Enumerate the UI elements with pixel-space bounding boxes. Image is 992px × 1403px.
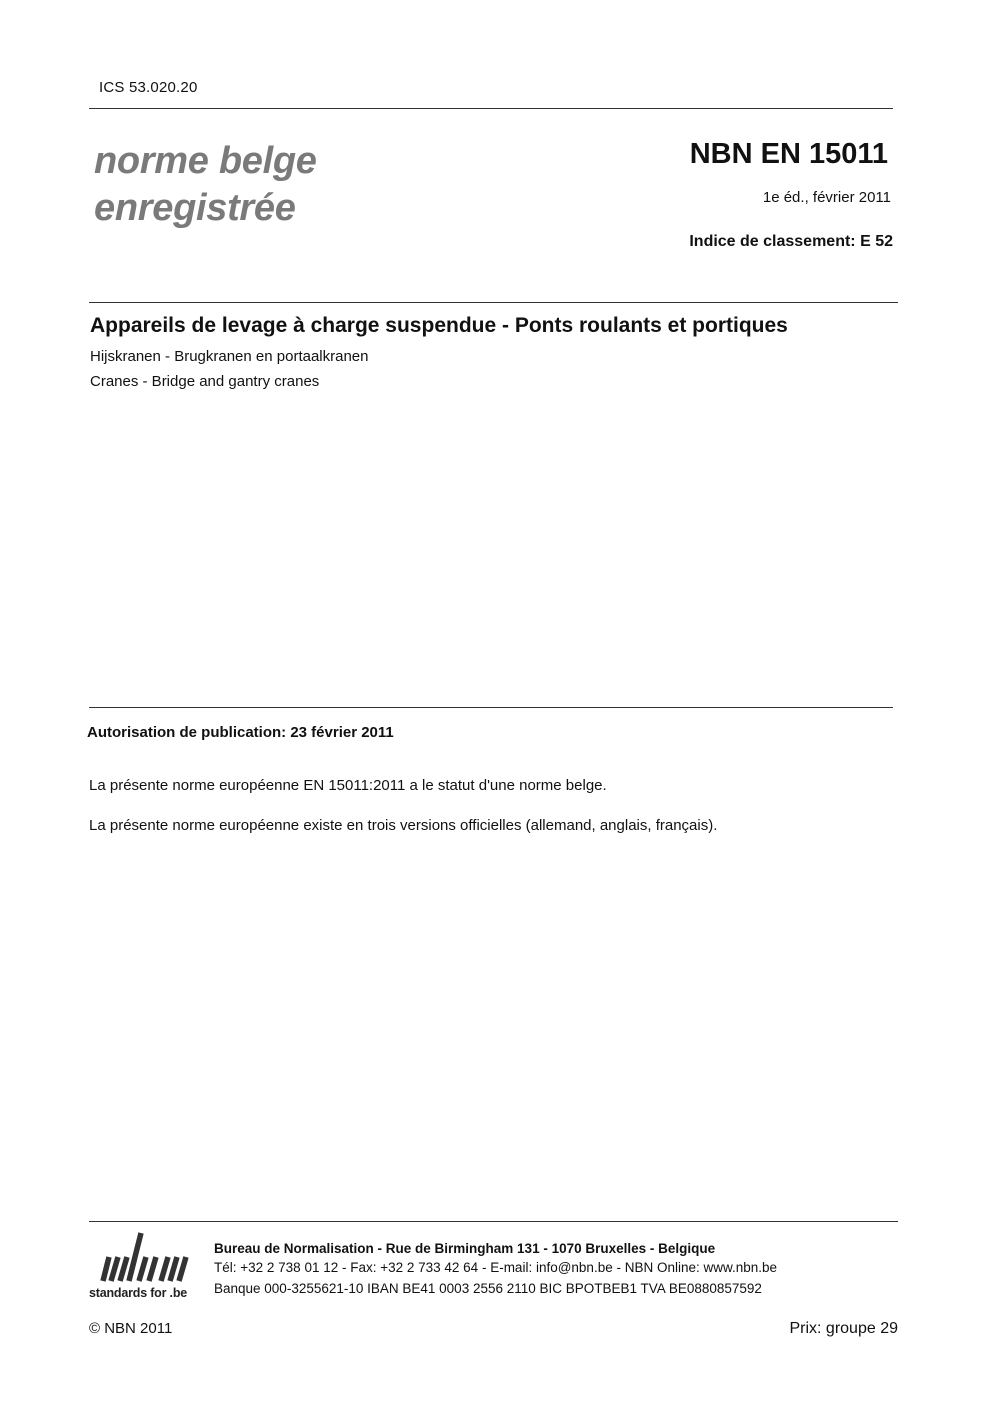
brand-line-1: norme belge (94, 140, 317, 182)
contact-details: Tél: +32 2 738 01 12 - Fax: +32 2 733 42 64 - E-mail: info@nbn.be - NBN Online: www.nbn.be (214, 1260, 778, 1275)
title-english: Cranes - Bridge and gantry cranes (90, 373, 320, 390)
publication-divider (89, 707, 893, 708)
title-dutch: Hijskranen - Brugkranen en portaalkranen (90, 348, 369, 365)
bank-details: Banque 000-3255621-10 IBAN BE41 0003 2556 2110 BIC BPOTBEB1 TVA BE0880857592 (214, 1281, 762, 1296)
logo-tagline: standards for .be (89, 1286, 188, 1300)
organisation-address: Bureau de Normalisation - Rue de Birmingham 131 - 1070 Bruxelles - Belgique (214, 1241, 716, 1256)
publication-authorisation: Autorisation de publication: 23 février 2011 (87, 724, 394, 741)
top-divider (89, 108, 893, 109)
standard-number: NBN EN 15011 (689, 138, 888, 170)
edition-date: 1e éd., février 2011 (762, 189, 891, 206)
copyright: © NBN 2011 (89, 1320, 173, 1337)
title-french: Appareils de levage à charge suspendue - Ponts roulants et portiques (90, 314, 788, 337)
status-statement: La présente norme européenne EN 15011:2011 a le statut d'une norme belge. (89, 777, 607, 794)
title-divider (89, 302, 898, 303)
price-group: Prix: groupe 29 (789, 1320, 898, 1337)
classification-index: Indice de classement: E 52 (689, 233, 893, 250)
brand-line-2: enregistrée (94, 187, 296, 229)
footer-divider (89, 1221, 898, 1222)
versions-statement: La présente norme européenne existe en trois versions officielles (allemand, anglais, français). (89, 817, 718, 834)
ics-code: ICS 53.020.20 (99, 79, 198, 96)
